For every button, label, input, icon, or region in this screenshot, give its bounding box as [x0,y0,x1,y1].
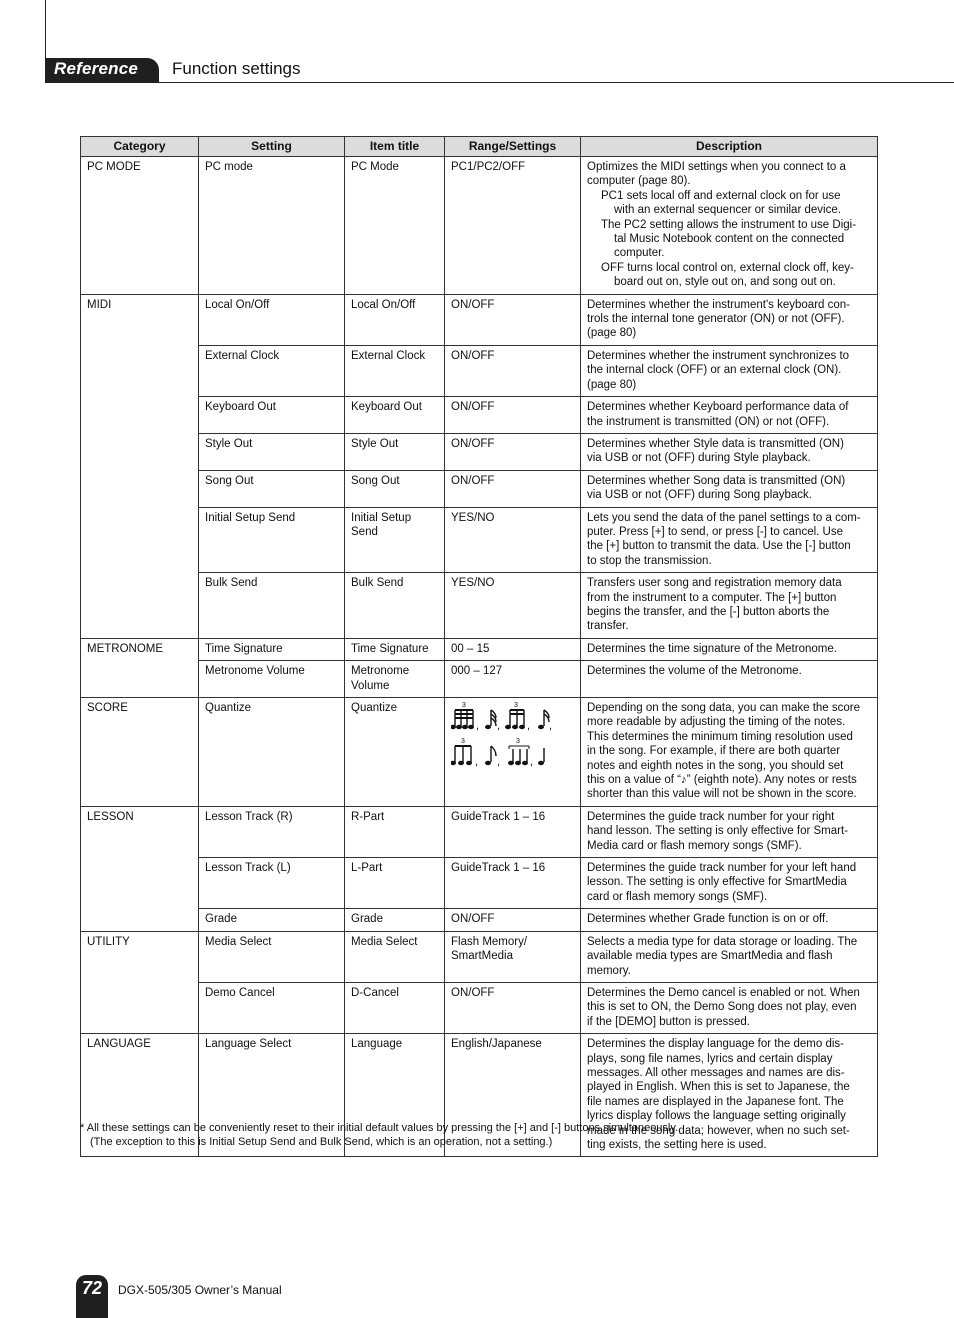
setting-cell: Quantize [199,698,345,807]
footnote-line: * All these settings can be conveniently reset to their initial default values by pressing the [+] and [-] buttons simultaneously. [80,1122,679,1134]
category-cell: LANGUAGE [81,1034,199,1157]
category-cell [81,982,199,1033]
setting-cell: Lesson Track (R) [199,806,345,857]
description-line: via USB or not (OFF) during Song playback. [587,489,812,502]
table-row [81,698,878,807]
description-line: plays, song file names, lyrics and certain display [587,1052,833,1065]
column-header-category: Category [81,137,199,157]
column-header-range: Range/Settings [445,137,581,157]
description-line: computer (page 80). [587,175,691,188]
category-cell [81,345,199,396]
category-cell [81,573,199,639]
svg-text:,: , [497,756,501,768]
description-line: OFF turns local control on, external clock off, key- [601,261,854,274]
range-cell: ON/OFF [445,433,581,470]
svg-text:3: 3 [462,702,466,709]
column-header-item-title: Item title [345,137,445,157]
description-line: hand lesson. The setting is only effective for Smart- [587,825,849,838]
description-line: Determines whether Style data is transmitted (ON) [587,437,844,450]
table-row [81,345,878,396]
item-title-cell: D-Cancel [345,982,445,1033]
description-cell [581,931,878,982]
description-line: tal Music Notebook content on the connected [614,233,845,246]
setting-cell: Keyboard Out [199,397,345,434]
item-title-cell: Song Out [345,470,445,507]
svg-text:3: 3 [461,738,465,745]
description-line: the instrument is transmitted (ON) or not (OFF). [587,415,830,428]
range-cell: YES/NO [445,507,581,573]
range-cell: ON/OFF [445,397,581,434]
setting-cell: Demo Cancel [199,982,345,1033]
description-line: Determines whether the instrument synchronizes to [587,349,850,362]
table-row [81,433,878,470]
page-number: 72 [81,1278,103,1298]
description-line: puter. Press [+] to send, or press [-] to cancel. Use [587,525,843,538]
description-line: Lets you send the data of the panel settings to a com- [587,511,861,524]
item-title-cell: Bulk Send [345,573,445,639]
description-line: (page 80) [587,378,637,391]
setting-cell: Local On/Off [199,294,345,345]
svg-text:,: , [476,720,480,732]
description-line: Optimizes the MIDI settings when you connect to a [587,161,846,173]
description-cell [581,638,878,660]
setting-cell: External Clock [199,345,345,396]
page-title: Function settings [172,59,301,78]
range-cell: Flash Memory/ SmartMedia [445,931,581,982]
category-cell [81,433,199,470]
range-cell: YES/NO [445,573,581,639]
setting-cell: Grade [199,909,345,931]
description-line: Determines whether Keyboard performance data of [587,401,849,414]
table-row [81,573,878,639]
setting-cell: Lesson Track (L) [199,858,345,909]
setting-cell: Bulk Send [199,573,345,639]
item-title-cell: PC Mode [345,157,445,295]
range-cell: English/Japanese [445,1034,581,1157]
table-row [81,982,878,1033]
description-line: available media types are SmartMedia and flash [587,950,833,963]
description-line: in the song. For example, if there are both quarter [587,745,841,758]
description-line: played in English. When this is set to Japanese, the [587,1081,850,1094]
description-line: Determines the display language for the demo dis- [587,1038,844,1051]
description-cell [581,698,878,807]
description-line: more readable by adjusting the timing of the notes. [587,716,846,729]
description-line: board out on, style out on, and song out on. [614,276,836,289]
description-line: card or flash memory songs (SMF). [587,890,768,903]
table-row [81,470,878,507]
header-rule [45,82,954,83]
category-cell: LESSON [81,806,199,857]
description-line: PC1 sets local off and external clock on for use [601,189,841,202]
description-line: Media card or flash memory songs (SMF). [587,839,802,852]
svg-text:,: , [475,756,479,768]
description-line: this on a value of “♪” (eighth note). Any notes or rests [587,774,857,787]
description-cell [581,909,878,931]
range-cell: ON/OFF [445,294,581,345]
description-line: messages. All other messages and names are dis- [587,1066,845,1079]
setting-cell: Initial Setup Send [199,507,345,573]
category-cell [81,397,199,434]
table-row [81,294,878,345]
description-line: trols the internal tone generator (ON) or not (OFF). [587,313,845,326]
range-cell [445,698,581,807]
item-title-cell: Quantize [345,698,445,807]
footnote [80,1122,678,1149]
description-line: Determines the time signature of the Metronome. [587,642,837,655]
description-line: file names are displayed in the Japanese font. The [587,1095,844,1108]
category-cell [81,858,199,909]
category-cell [81,661,199,698]
range-cell: ON/OFF [445,909,581,931]
description-cell [581,157,878,295]
range-cell: GuideTrack 1 – 16 [445,858,581,909]
description-line: computer. [614,247,665,260]
description-cell [581,397,878,434]
description-cell [581,470,878,507]
description-line: notes and eighth notes in the song, you should set [587,759,844,772]
setting-cell: Song Out [199,470,345,507]
footnote-line: (The exception to this is Initial Setup Send and Bulk Send, which is an operation, not a setting.) [90,1135,553,1148]
description-line: Determines whether Song data is transmitted (ON) [587,474,846,487]
description-line: made in the song data; however, when no such set- [587,1124,850,1137]
description-line: shorter than this value will not be shown in the score. [587,788,857,801]
range-cell: 00 – 15 [445,638,581,660]
setting-cell: PC mode [199,157,345,295]
description-cell [581,507,878,573]
svg-text:,: , [530,756,534,768]
description-line: the [+] button to transmit the data. Use the [-] button [587,540,851,553]
range-cell: GuideTrack 1 – 16 [445,806,581,857]
description-line: the internal clock (OFF) or an external clock (ON). [587,364,842,377]
description-line: lyrics display follows the language setting originally [587,1110,846,1123]
item-title-cell: R-Part [345,806,445,857]
range-cell: ON/OFF [445,345,581,396]
description-cell [581,982,878,1033]
table-row [81,858,878,909]
description-line: with an external sequencer or similar device. [614,204,841,217]
description-line: Selects a media type for data storage or loading. The [587,935,858,948]
category-cell [81,507,199,573]
description-cell [581,806,878,857]
description-line: memory. [587,964,631,977]
setting-cell: Media Select [199,931,345,982]
table-row [81,638,878,660]
description-line: (page 80) [587,327,637,340]
range-cell: ON/OFF [445,982,581,1033]
table-row [81,909,878,931]
description-line: Determines whether the instrument's keyboard con- [587,298,850,311]
description-cell [581,433,878,470]
setting-cell: Metronome Volume [199,661,345,698]
description-line: this is set to ON, the Demo Song does not play, even [587,1001,857,1014]
setting-cell: Style Out [199,433,345,470]
category-cell: MIDI [81,294,199,345]
item-title-cell: Metronome Volume [345,661,445,698]
category-cell: METRONOME [81,638,199,660]
description-line: transfer. [587,620,629,633]
setting-cell: Language Select [199,1034,345,1157]
description-line: lesson. The setting is only effective for SmartMedia [587,876,847,889]
table-row [81,157,878,295]
item-title-cell: Media Select [345,931,445,982]
description-line: to stop the transmission. [587,554,712,567]
column-header-description: Description [581,137,878,157]
table-row [81,507,878,573]
range-cell: ON/OFF [445,470,581,507]
item-title-cell: Language [345,1034,445,1157]
table-row [81,661,878,698]
item-title-cell: Initial Setup Send [345,507,445,573]
description-line: begins the transfer, and the [-] button aborts the [587,605,830,618]
description-line: ting exists, the setting here is used. [587,1138,767,1151]
note-values-icon [451,702,577,774]
range-cell: PC1/PC2/OFF [445,157,581,295]
description-line: if the [DEMO] button is pressed. [587,1015,750,1028]
description-line: Determines the guide track number for your right [587,810,835,823]
item-title-cell: Local On/Off [345,294,445,345]
svg-text:,: , [549,720,553,732]
description-line: Determines the volume of the Metronome. [587,665,802,678]
category-cell: SCORE [81,698,199,807]
column-header-setting: Setting [199,137,345,157]
description-cell [581,345,878,396]
category-cell [81,470,199,507]
reference-badge-label: Reference [54,59,139,78]
category-cell [81,909,199,931]
table-row [81,931,878,982]
svg-text:,: , [497,720,501,732]
description-line: Determines whether Grade function is on or off. [587,913,829,926]
description-line: This determines the minimum timing resolution used [587,730,853,743]
manual-title: DGX-505/305 Owner’s Manual [118,1283,282,1297]
category-cell: PC MODE [81,157,199,295]
category-cell: UTILITY [81,931,199,982]
item-title-cell: Time Signature [345,638,445,660]
description-cell [581,573,878,639]
description-line: via USB or not (OFF) during Style playback. [587,452,811,465]
item-title-cell: External Clock [345,345,445,396]
description-line: Depending on the song data, you can make the score [587,702,860,714]
description-line: Transfers user song and registration memory data [587,577,842,590]
setting-cell: Time Signature [199,638,345,660]
description-line: Determines the guide track number for your left hand [587,862,857,875]
svg-text:3: 3 [514,702,518,709]
item-title-cell: Grade [345,909,445,931]
item-title-cell: Style Out [345,433,445,470]
description-cell [581,294,878,345]
table-row [81,806,878,857]
function-settings-table [80,136,878,1157]
svg-text:,: , [527,720,531,732]
description-line: Determines the Demo cancel is enabled or not. When [587,986,860,999]
description-cell [581,858,878,909]
svg-text:3: 3 [516,738,520,745]
table-header-row [81,137,878,157]
description-line: The PC2 setting allows the instrument to use Digi- [601,218,857,231]
description-line: from the instrument to a computer. The [+] button [587,591,837,604]
item-title-cell: Keyboard Out [345,397,445,434]
description-cell [581,661,878,698]
item-title-cell: L-Part [345,858,445,909]
table-row [81,397,878,434]
range-cell: 000 – 127 [445,661,581,698]
